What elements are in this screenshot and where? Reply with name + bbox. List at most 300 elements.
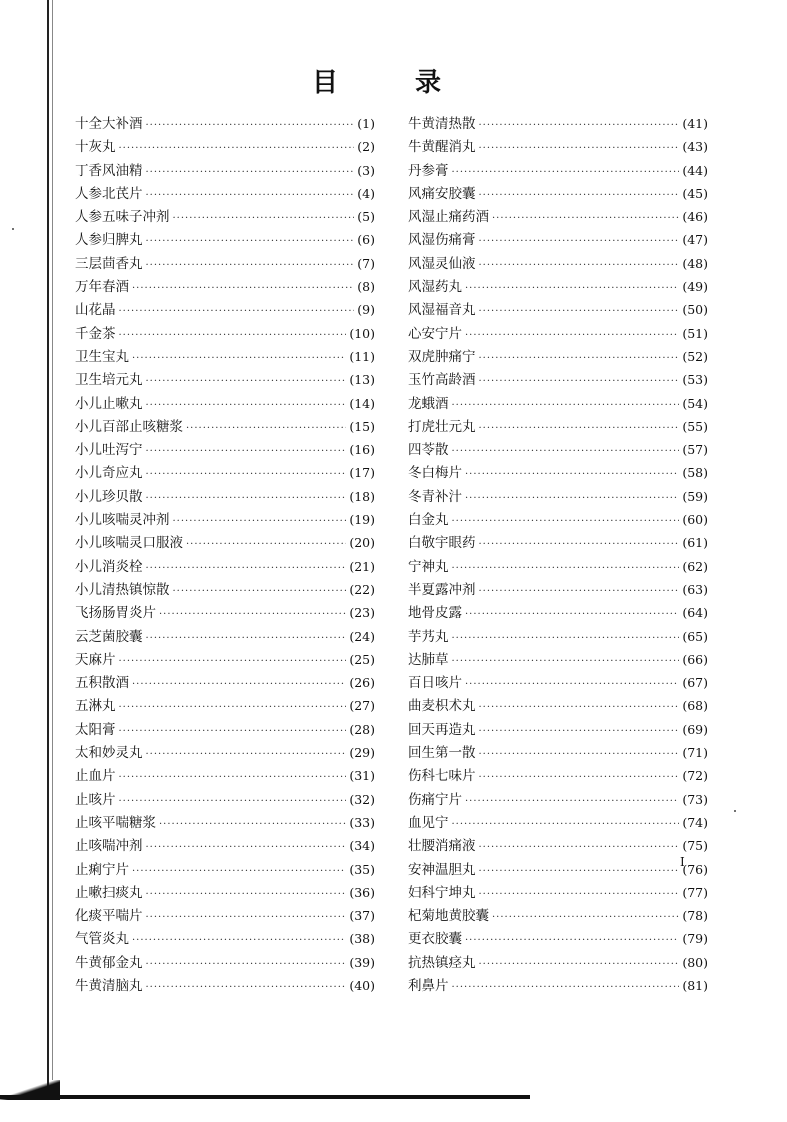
dot-leader xyxy=(479,720,680,743)
toc-entry xyxy=(408,392,708,415)
toc-entry-name: 化痰平喘片 xyxy=(75,908,143,925)
scan-edge-left-thin xyxy=(52,0,53,1080)
toc-entry-name: 止咳片 xyxy=(75,791,116,808)
toc-entry-name: 伤痛宁片 xyxy=(408,791,462,808)
dot-leader xyxy=(465,463,679,486)
toc-entry xyxy=(75,625,375,648)
toc-entry xyxy=(408,834,708,857)
toc-entry xyxy=(408,811,708,834)
toc-entry-name: 十灰丸 xyxy=(75,139,116,156)
toc-entry-name: 半夏露冲剂 xyxy=(408,581,476,598)
toc-entry xyxy=(408,345,708,368)
dot-leader xyxy=(465,929,679,952)
toc-entry-page: (51) xyxy=(682,325,708,341)
dot-leader xyxy=(479,417,680,440)
scan-speck xyxy=(734,810,736,812)
toc-entry-name: 白金丸 xyxy=(408,512,449,529)
toc-entry-name: 杞菊地黄胶囊 xyxy=(408,908,489,925)
dot-leader xyxy=(146,114,355,137)
toc-entry-name: 天麻片 xyxy=(75,651,116,668)
toc-entry-page: (58) xyxy=(682,465,708,481)
toc-entry-name: 飞扬肠胃炎片 xyxy=(75,605,156,622)
toc-entry xyxy=(75,648,375,671)
toc-entry-page: (4) xyxy=(357,185,375,201)
toc-entry-name: 利鼻片 xyxy=(408,977,449,994)
toc-entry-name: 百日咳片 xyxy=(408,675,462,692)
toc-entry xyxy=(408,718,708,741)
toc-entry-page: (15) xyxy=(349,418,375,434)
toc-entry-page: (75) xyxy=(682,838,708,854)
dot-leader xyxy=(186,533,346,556)
toc-entry-page: (25) xyxy=(349,651,375,667)
toc-entry-name: 小儿咳喘灵口服液 xyxy=(75,535,183,552)
page-folio: I xyxy=(680,855,685,869)
dot-leader xyxy=(465,487,679,510)
dot-leader xyxy=(479,230,680,253)
toc-entry-name: 三层茴香丸 xyxy=(75,255,143,272)
dot-leader xyxy=(146,836,347,859)
toc-entry-page: (21) xyxy=(349,558,375,574)
toc-entry-name: 十全大补酒 xyxy=(75,116,143,132)
toc-entry xyxy=(75,718,375,741)
toc-entry-page: (43) xyxy=(682,139,708,155)
toc-entry-page: (9) xyxy=(357,302,375,318)
toc-entry-name: 风痛安胶囊 xyxy=(408,185,476,202)
toc-entry xyxy=(75,392,375,415)
toc-entry-name: 风湿灵仙液 xyxy=(408,255,476,272)
toc-entry-name: 达肺草 xyxy=(408,651,449,668)
dot-leader xyxy=(146,230,355,253)
toc-entry-page: (81) xyxy=(682,977,708,993)
dot-leader xyxy=(479,743,680,766)
dot-leader xyxy=(119,650,347,673)
dot-leader xyxy=(479,137,680,160)
toc-entry xyxy=(75,322,375,345)
dot-leader xyxy=(119,696,347,719)
dot-leader xyxy=(132,929,346,952)
toc-entry-name: 人参五味子冲剂 xyxy=(75,209,170,226)
toc-entry-name: 地骨皮露 xyxy=(408,605,462,622)
dot-leader xyxy=(119,300,355,323)
toc-entry-name: 回天再造丸 xyxy=(408,721,476,738)
toc-entry-page: (53) xyxy=(682,372,708,388)
dot-leader xyxy=(146,463,347,486)
dot-leader xyxy=(452,161,680,184)
toc-entry-page: (8) xyxy=(357,279,375,295)
toc-entry xyxy=(408,438,708,461)
toc-left-column xyxy=(75,112,375,997)
toc-entry-page: (37) xyxy=(349,908,375,924)
toc-entry xyxy=(408,648,708,671)
toc-entry-name: 小儿止嗽丸 xyxy=(75,395,143,412)
toc-entry-name: 风湿福音丸 xyxy=(408,302,476,319)
dot-leader xyxy=(479,836,680,859)
toc-entry xyxy=(408,601,708,624)
dot-leader xyxy=(479,766,680,789)
toc-entry-name: 打虎壮元丸 xyxy=(408,418,476,435)
toc-entry-name: 更衣胶囊 xyxy=(408,931,462,948)
toc-entry-page: (27) xyxy=(349,698,375,714)
dot-leader xyxy=(132,860,346,883)
toc-entry xyxy=(408,881,708,904)
toc-entry xyxy=(75,485,375,508)
toc-entry-page: (36) xyxy=(349,884,375,900)
toc-entry xyxy=(408,578,708,601)
toc-entry-page: (63) xyxy=(682,581,708,597)
toc-entry-page: (39) xyxy=(349,954,375,970)
toc-entry-page: (6) xyxy=(357,232,375,248)
toc-entry xyxy=(408,788,708,811)
toc-entry-name: 止咳喘冲剂 xyxy=(75,838,143,855)
toc-entry xyxy=(75,345,375,368)
toc-entry-page: (1) xyxy=(357,116,375,131)
toc-entry-name: 万年春酒 xyxy=(75,279,129,296)
toc-entry-name: 小儿珍贝散 xyxy=(75,488,143,505)
toc-entry xyxy=(75,135,375,158)
toc-entry xyxy=(75,252,375,275)
dot-leader xyxy=(132,277,354,300)
toc-entry-name: 太和妙灵丸 xyxy=(75,745,143,762)
toc-entry-name: 冬青补汁 xyxy=(408,488,462,505)
toc-entry-page: (33) xyxy=(349,814,375,830)
toc-entry-page: (19) xyxy=(349,512,375,528)
toc-entry-page: (40) xyxy=(349,977,375,993)
dot-leader xyxy=(146,161,355,184)
toc-entry-name: 曲麦枳术丸 xyxy=(408,698,476,715)
toc-entry-page: (10) xyxy=(349,325,375,341)
toc-entry-name: 牛黄清脑丸 xyxy=(75,977,143,994)
toc-entry xyxy=(408,951,708,974)
toc-entry xyxy=(408,252,708,275)
toc-entry xyxy=(408,904,708,927)
toc-entry-page: (74) xyxy=(682,814,708,830)
toc-entry-page: (34) xyxy=(349,838,375,854)
dot-leader xyxy=(479,184,680,207)
dot-leader xyxy=(146,254,355,277)
toc-entry-page: (2) xyxy=(357,139,375,155)
toc-entry-page: (44) xyxy=(682,162,708,178)
toc-entry xyxy=(408,858,708,881)
toc-entry-name: 丹参膏 xyxy=(408,162,449,179)
dot-leader xyxy=(479,860,680,883)
toc-entry xyxy=(75,881,375,904)
toc-entry-name: 止痢宁片 xyxy=(75,861,129,878)
dot-leader xyxy=(159,603,346,626)
toc-entry xyxy=(408,135,708,158)
dot-leader xyxy=(173,510,347,533)
toc-entry-page: (77) xyxy=(682,884,708,900)
toc-entry-page: (47) xyxy=(682,232,708,248)
dot-leader xyxy=(119,720,347,743)
toc-entry xyxy=(408,485,708,508)
toc-entry-page: (16) xyxy=(349,442,375,458)
toc-entry-page: (22) xyxy=(349,581,375,597)
dot-leader xyxy=(146,953,347,976)
dot-leader xyxy=(479,254,680,277)
toc-entry-page: (31) xyxy=(349,768,375,784)
toc-entry-page: (45) xyxy=(682,185,708,201)
dot-leader xyxy=(452,394,680,417)
toc-entry xyxy=(75,974,375,997)
dot-leader xyxy=(492,207,679,230)
toc-entry-name: 止血片 xyxy=(75,768,116,785)
toc-entry xyxy=(408,625,708,648)
toc-entry-name: 丁香风油精 xyxy=(75,162,143,179)
toc-entry-page: (57) xyxy=(682,442,708,458)
toc-entry-page: (73) xyxy=(682,791,708,807)
dot-leader xyxy=(479,347,680,370)
toc-entry xyxy=(75,461,375,484)
dot-leader xyxy=(479,953,680,976)
toc-entry xyxy=(75,531,375,554)
toc-entry xyxy=(75,834,375,857)
toc-entry-page: (50) xyxy=(682,302,708,318)
toc-entry xyxy=(408,741,708,764)
toc-entry-page: (71) xyxy=(682,745,708,761)
toc-entry-name: 牛黄清热散 xyxy=(408,116,476,132)
dot-leader xyxy=(146,743,347,766)
scan-speck xyxy=(12,228,14,230)
toc-entry-name: 小儿消炎栓 xyxy=(75,558,143,575)
toc-entry-page: (79) xyxy=(682,931,708,947)
toc-entry xyxy=(408,298,708,321)
dot-leader xyxy=(119,324,347,347)
toc-entry-name: 牛黄郁金丸 xyxy=(75,954,143,971)
dot-leader xyxy=(452,557,680,580)
toc-entry xyxy=(408,927,708,950)
dot-leader xyxy=(479,883,680,906)
dot-leader xyxy=(479,300,680,323)
toc-entry-name: 云芝菌胶囊 xyxy=(75,628,143,645)
dot-leader xyxy=(452,627,680,650)
dot-leader xyxy=(146,557,347,580)
toc-entry-name: 小儿百部止咳糖浆 xyxy=(75,418,183,435)
toc-entry-page: (69) xyxy=(682,721,708,737)
toc-entry-page: (52) xyxy=(682,348,708,364)
toc-entry-name: 太阳膏 xyxy=(75,721,116,738)
toc-entry-page: (26) xyxy=(349,675,375,691)
scan-edge-bottom xyxy=(0,1095,530,1099)
toc-entry-page: (20) xyxy=(349,535,375,551)
toc-entry-page: (49) xyxy=(682,279,708,295)
dot-leader xyxy=(173,207,355,230)
toc-entry xyxy=(408,228,708,251)
toc-entry-name: 止嗽扫痰丸 xyxy=(75,884,143,901)
toc-entry xyxy=(75,298,375,321)
toc-entry-page: (13) xyxy=(349,372,375,388)
toc-entry xyxy=(408,555,708,578)
toc-entry-page: (7) xyxy=(357,255,375,271)
toc-entry xyxy=(408,368,708,391)
dot-leader xyxy=(452,650,680,673)
toc-entry xyxy=(75,694,375,717)
dot-leader xyxy=(119,790,347,813)
toc-entry-page: (59) xyxy=(682,488,708,504)
toc-entry xyxy=(75,601,375,624)
dot-leader xyxy=(146,906,347,929)
dot-leader xyxy=(132,673,346,696)
toc-entry-name: 卫生宝丸 xyxy=(75,348,129,365)
dot-leader xyxy=(132,347,346,370)
toc-entry xyxy=(408,205,708,228)
dot-leader xyxy=(146,976,347,999)
toc-entry-name: 宁神丸 xyxy=(408,558,449,575)
toc-entry-name: 止咳平喘糖浆 xyxy=(75,814,156,831)
toc-entry-page: (23) xyxy=(349,605,375,621)
toc-entry-name: 抗热镇痉丸 xyxy=(408,954,476,971)
toc-entry-name: 山花晶 xyxy=(75,302,116,319)
toc-entry-page: (5) xyxy=(357,209,375,225)
toc-entry xyxy=(408,461,708,484)
toc-entry xyxy=(75,811,375,834)
dot-leader xyxy=(479,533,680,556)
toc-entry-name: 四苓散 xyxy=(408,442,449,459)
toc-entry xyxy=(75,205,375,228)
toc-entry xyxy=(75,112,375,135)
toc-entry xyxy=(408,112,708,135)
toc-entry xyxy=(408,671,708,694)
toc-entry-page: (76) xyxy=(682,861,708,877)
dot-leader xyxy=(119,766,347,789)
toc-entry-page: (64) xyxy=(682,605,708,621)
toc-entry-name: 玉竹高龄酒 xyxy=(408,372,476,389)
dot-leader xyxy=(146,440,347,463)
toc-entry-page: (11) xyxy=(349,348,375,364)
toc-right-column xyxy=(408,112,708,997)
toc-entry-name: 小儿咳喘灵冲剂 xyxy=(75,512,170,529)
toc-entry-page: (80) xyxy=(682,954,708,970)
dot-leader xyxy=(452,976,680,999)
dot-leader xyxy=(146,184,355,207)
dot-leader xyxy=(465,673,679,696)
scan-edge-left xyxy=(47,0,49,1095)
dot-leader xyxy=(146,487,347,510)
toc-entry xyxy=(75,764,375,787)
toc-entry xyxy=(75,368,375,391)
toc-entry-name: 回生第一散 xyxy=(408,745,476,762)
toc-entry-name: 妇科宁坤丸 xyxy=(408,884,476,901)
toc-entry-name: 心安宁片 xyxy=(408,325,462,342)
toc-entry-page: (68) xyxy=(682,698,708,714)
toc-entry-page: (35) xyxy=(349,861,375,877)
dot-leader xyxy=(465,603,679,626)
toc-entry-page: (65) xyxy=(682,628,708,644)
dot-leader xyxy=(479,580,680,603)
toc-entry xyxy=(75,951,375,974)
toc-entry xyxy=(75,578,375,601)
toc-entry xyxy=(75,228,375,251)
toc-entry xyxy=(408,415,708,438)
toc-entry-name: 牛黄醒消丸 xyxy=(408,139,476,156)
toc-entry xyxy=(408,764,708,787)
toc-entry xyxy=(408,531,708,554)
toc-entry xyxy=(75,415,375,438)
toc-entry-name: 小儿奇应丸 xyxy=(75,465,143,482)
toc-entry-name: 五淋丸 xyxy=(75,698,116,715)
toc-entry-name: 五积散酒 xyxy=(75,675,129,692)
toc-entry-page: (54) xyxy=(682,395,708,411)
toc-entry-page: (41) xyxy=(682,116,708,131)
toc-entry-page: (46) xyxy=(682,209,708,225)
toc-entry-name: 千金茶 xyxy=(75,325,116,342)
toc-entry xyxy=(75,927,375,950)
toc-entry-name: 壮腰消痛液 xyxy=(408,838,476,855)
toc-entry-name: 芋艿丸 xyxy=(408,628,449,645)
toc-entry xyxy=(75,438,375,461)
toc-entry-name: 白敬宇眼药 xyxy=(408,535,476,552)
toc-entry-page: (62) xyxy=(682,558,708,574)
toc-entry-page: (78) xyxy=(682,908,708,924)
toc-entry-name: 风湿伤痛膏 xyxy=(408,232,476,249)
toc-entry xyxy=(75,671,375,694)
toc-entry-name: 风湿止痛药酒 xyxy=(408,209,489,226)
toc-entry xyxy=(408,974,708,997)
toc-entry xyxy=(75,904,375,927)
dot-leader xyxy=(465,324,679,347)
toc-entry-name: 冬白梅片 xyxy=(408,465,462,482)
dot-leader xyxy=(479,696,680,719)
toc-entry-page: (55) xyxy=(682,418,708,434)
toc-entry-name: 龙蛾酒 xyxy=(408,395,449,412)
toc-entry-page: (28) xyxy=(349,721,375,737)
dot-leader xyxy=(465,277,679,300)
dot-leader xyxy=(146,627,347,650)
toc-entry-page: (18) xyxy=(349,488,375,504)
dot-leader xyxy=(119,137,355,160)
dot-leader xyxy=(452,813,680,836)
dot-leader xyxy=(146,883,347,906)
toc-entry-page: (48) xyxy=(682,255,708,271)
dot-leader xyxy=(452,510,680,533)
toc-entry xyxy=(75,858,375,881)
dot-leader xyxy=(146,370,347,393)
toc-entry xyxy=(75,741,375,764)
toc-entry-page: (38) xyxy=(349,931,375,947)
toc-entry xyxy=(408,694,708,717)
toc-entry-name: 风湿药丸 xyxy=(408,279,462,296)
toc-entry-name: 小儿吐泻宁 xyxy=(75,442,143,459)
toc-entry xyxy=(408,322,708,345)
toc-entry-page: (66) xyxy=(682,651,708,667)
toc-entry xyxy=(408,508,708,531)
toc-entry-name: 人参北芪片 xyxy=(75,185,143,202)
toc-entry-page: (61) xyxy=(682,535,708,551)
toc-entry xyxy=(75,788,375,811)
toc-entry xyxy=(75,555,375,578)
toc-entry xyxy=(408,182,708,205)
toc-entry-name: 气管炎丸 xyxy=(75,931,129,948)
page-title: 目 录 xyxy=(311,68,476,98)
dot-leader xyxy=(492,906,679,929)
dot-leader xyxy=(479,114,680,137)
toc-entry xyxy=(75,275,375,298)
toc-entry-page: (14) xyxy=(349,395,375,411)
toc-entry-page: (32) xyxy=(349,791,375,807)
toc-entry xyxy=(75,159,375,182)
toc-entry-page: (3) xyxy=(357,162,375,178)
toc-entry-name: 伤科七味片 xyxy=(408,768,476,785)
toc-entry-page: (72) xyxy=(682,768,708,784)
dot-leader xyxy=(465,790,679,813)
toc-entry xyxy=(408,275,708,298)
toc-entry xyxy=(408,159,708,182)
dot-leader xyxy=(479,370,680,393)
toc-entry-name: 人参归脾丸 xyxy=(75,232,143,249)
toc-entry-page: (60) xyxy=(682,512,708,528)
toc-entry-name: 小儿清热镇惊散 xyxy=(75,581,170,598)
dot-leader xyxy=(173,580,347,603)
toc-entry-page: (67) xyxy=(682,675,708,691)
